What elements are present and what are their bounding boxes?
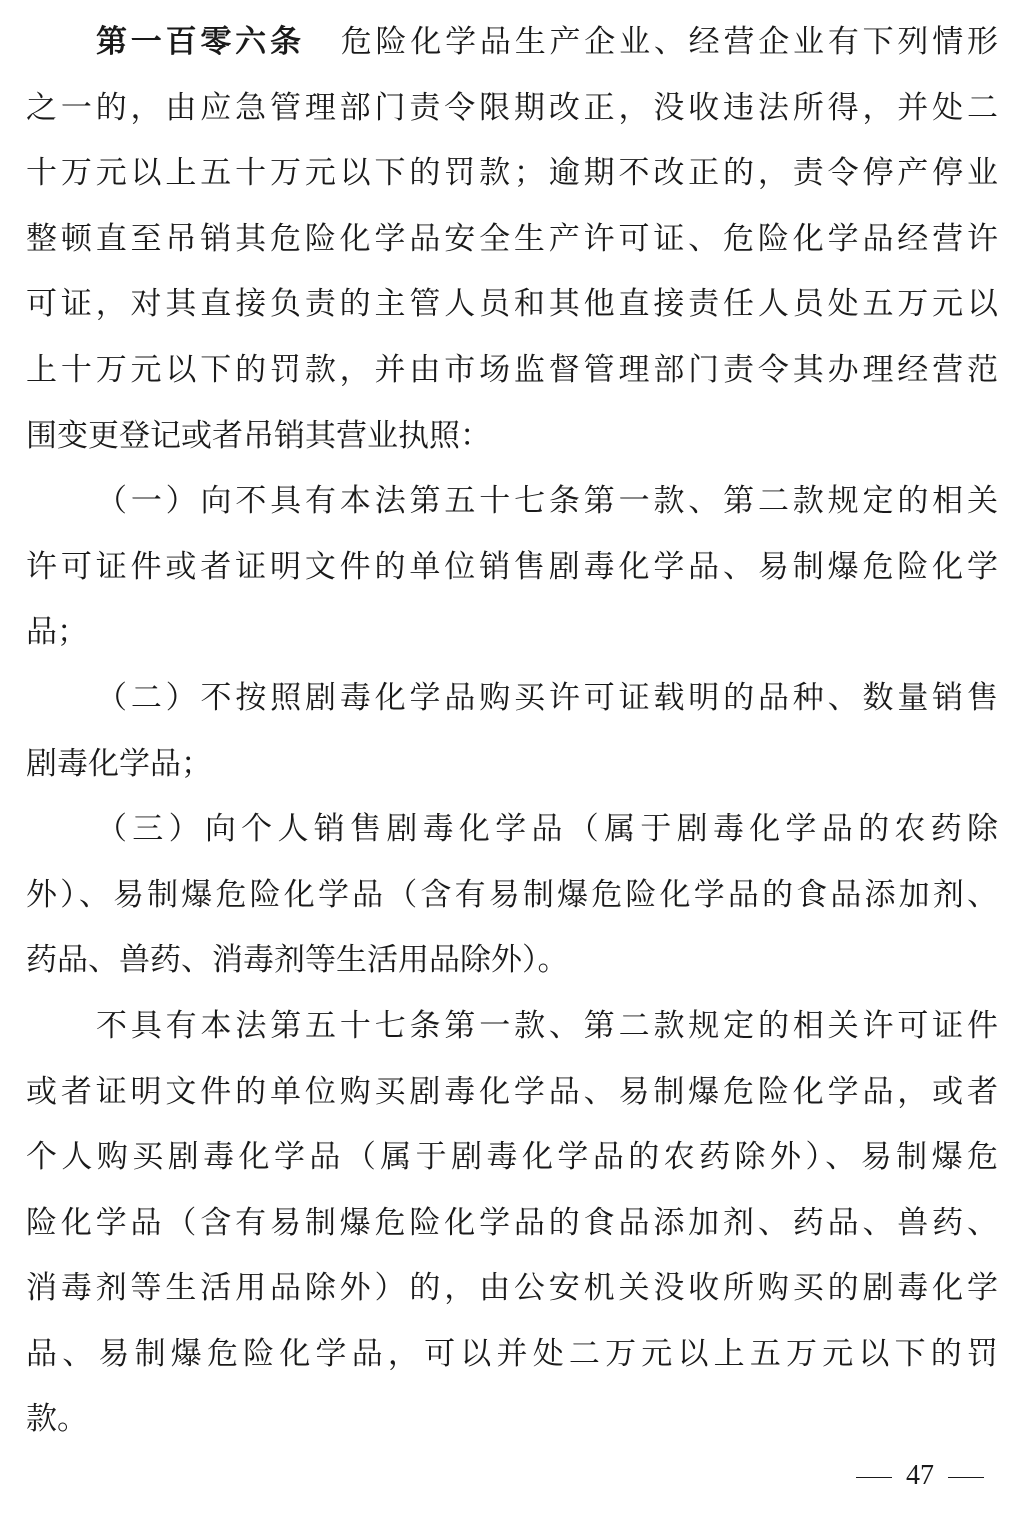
text-line: 个人购买剧毒化学品（属于剧毒化学品的农药除外）、易制爆危 — [26, 1139, 998, 1176]
text-line: （二）不按照剧毒化学品购买许可证载明的品种、数量销售 — [96, 679, 998, 716]
text-line: 整顿直至吊销其危险化学品安全生产许可证、危险化学品经营许 — [26, 220, 998, 257]
text-line: 药品、兽药、消毒剂等生活用品除外）。 — [26, 942, 569, 979]
text-line: 剧毒化学品； — [26, 745, 212, 782]
document-page — [26, 10, 998, 1453]
paragraph-item-3 — [26, 797, 998, 994]
text-line: 上十万元以下的罚款，并由市场监督管理部门责令其办理经营范 — [26, 351, 998, 388]
page-number: 47 — [906, 1460, 934, 1491]
text-line: 之一的，由应急管理部门责令限期改正，没收违法所得，并处二 — [26, 89, 998, 126]
text-line: 品、易制爆危险化学品，可以并处二万元以上五万元以下的罚 — [26, 1335, 998, 1372]
paragraph-item-2 — [26, 666, 998, 797]
text-line: 品； — [26, 614, 88, 651]
article-heading: 第一百零六条 — [96, 24, 305, 60]
text-line: 款。 — [26, 1401, 88, 1438]
text-line: 或者证明文件的单位购买剧毒化学品、易制爆危险化学品，或者 — [26, 1073, 998, 1110]
text-line: 围变更登记或者吊销其营业执照： — [26, 417, 491, 454]
page-number-footer — [0, 1454, 1024, 1498]
text-line: 不具有本法第五十七条第一款、第二款规定的相关许可证件 — [96, 1007, 998, 1044]
text-line: 消毒剂等生活用品除外）的，由公安机关没收所购买的剧毒化学 — [26, 1270, 998, 1307]
text-line: 十万元以上五十万元以下的罚款；逾期不改正的，责令停产停业 — [26, 155, 998, 192]
text-line — [26, 10, 998, 76]
page-number-dash-left — [856, 1477, 892, 1478]
text-line: 可证，对其直接负责的主管人员和其他直接责任人员处五万元以 — [26, 286, 998, 323]
paragraph-item-1 — [26, 469, 998, 666]
text-line: 外）、易制爆危险化学品（含有易制爆危险化学品的食品添加剂、 — [26, 876, 998, 913]
text-line-content: 危险化学品生产企业、经营企业有下列情形 — [340, 24, 998, 60]
text-line: 许可证件或者证明文件的单位销售剧毒化学品、易制爆危险化学 — [26, 548, 998, 585]
text-line: 险化学品（含有易制爆危险化学品的食品添加剂、药品、兽药、 — [26, 1204, 998, 1241]
paragraph-article-intro — [26, 10, 998, 469]
page-number-dash-right — [948, 1477, 984, 1478]
paragraph-purchase-clause — [26, 994, 998, 1453]
text-line: （一）向不具有本法第五十七条第一款、第二款规定的相关 — [96, 483, 998, 520]
text-line: （三）向个人销售剧毒化学品（属于剧毒化学品的农药除 — [96, 811, 998, 848]
